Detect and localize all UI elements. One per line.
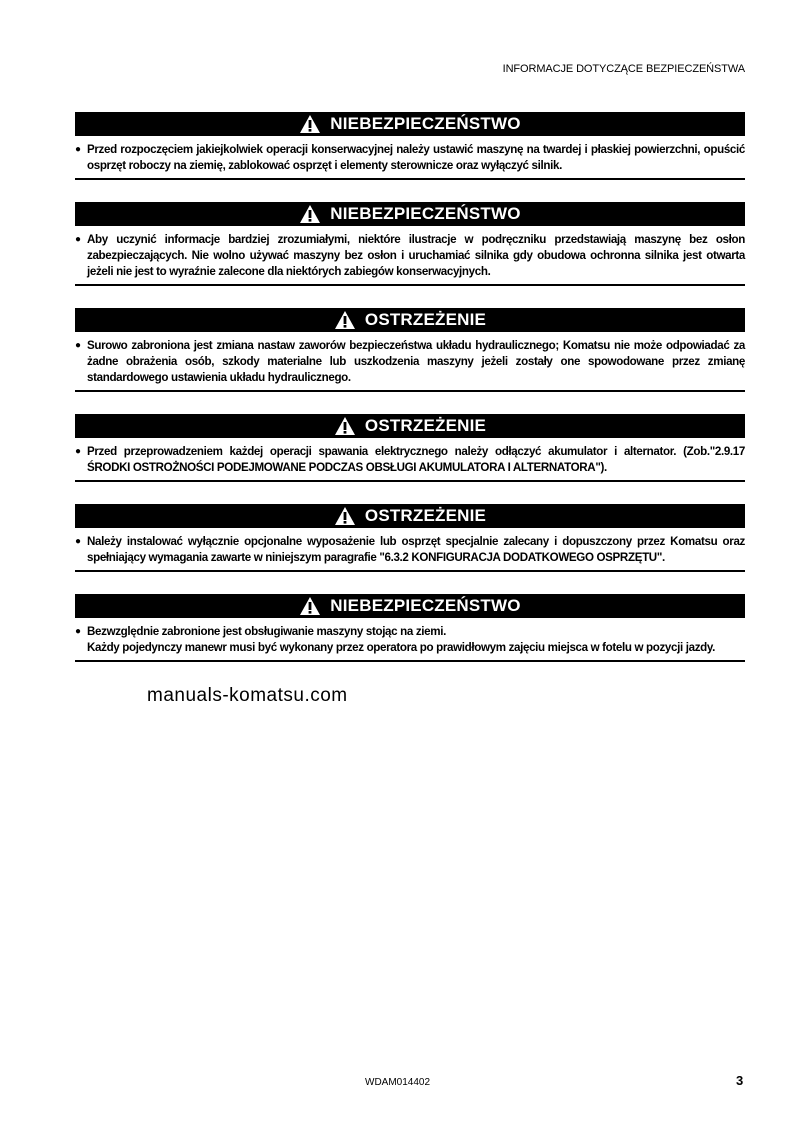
safety-notice <box>75 504 745 572</box>
notice-text: Aby uczynić informacje bardziej zrozumiałymi, niektóre ilustracje w podręczniku przedstawiają maszynę bez osłon zabezpieczających. Nie wolno używać maszyny bez osłon i uruchamiać silnika gdy obudowa ochronna silnika jest otwarta jeżeli nie jest to wyraźnie zalecone dla niektórych zabiegów konserwacyjnych. <box>87 233 745 278</box>
safety-notice <box>75 112 745 180</box>
notice-level: OSTRZEŻENIE <box>364 310 487 329</box>
notice-header <box>75 202 745 226</box>
warning-triangle-icon <box>334 416 356 436</box>
notice-text: Bezwzględnie zabronione jest obsługiwanie maszyny stojąc na ziemi. <box>87 625 446 638</box>
notice-body <box>75 226 745 284</box>
running-header: INFORMACJE DOTYCZĄCE BEZPIECZEŃSTWA <box>502 63 745 75</box>
bullet-icon: ● <box>75 446 81 457</box>
notice-text: Przed przeprowadzeniem każdej operacji spawania elektrycznego należy odłączyć akumulator i alternator. (Zob."2.9.17 ŚRODKI OSTROŻNOŚCI PODEJMOWANE PODCZAS OBSŁUGI AKUMULATORA I ALTERNATORA"). <box>87 445 745 474</box>
warning-triangle-icon <box>299 204 321 224</box>
notice-header <box>75 414 745 438</box>
safety-notice <box>75 202 745 286</box>
page-number: 3 <box>736 1073 744 1088</box>
bullet-icon: ● <box>75 144 81 155</box>
document-code: WDAM014402 <box>365 1077 431 1088</box>
notices-list <box>75 112 745 708</box>
notice-level: NIEBEZPIECZEŃSTWO <box>330 114 521 133</box>
notice-body <box>75 136 745 178</box>
notice-text: Surowo zabroniona jest zmiana nastaw zaworów bezpieczeństwa układu hydraulicznego; Komatsu nie może odpowiadać za żadne obrażenia osób, szkody materialne lub uszkodzenia maszyny jeżeli zostały one spowodowane przez zmianę standardowego ustawienia układu hydraulicznego. <box>87 339 745 384</box>
notice-level: NIEBEZPIECZEŃSTWO <box>330 596 521 615</box>
notice-header <box>75 594 745 618</box>
divider <box>75 480 745 482</box>
notice-body <box>75 618 745 660</box>
divider <box>75 570 745 572</box>
bullet-icon: ● <box>75 340 81 351</box>
notice-body <box>75 438 745 480</box>
notice-text-2: Każdy pojedynczy manewr musi być wykonany przez operatora po prawidłowym zajęciu miejsca w fotelu w pozycji jazdy. <box>87 641 715 654</box>
notice-header <box>75 112 745 136</box>
notice-text: Należy instalować wyłącznie opcjonalne wyposażenie lub osprzęt specjalnie zalecany i dopuszczony przez Komatsu oraz spełniający wymagania zawarte w niniejszym paragrafie "6.3.2 KONFIGURACJA DODATKOWEGO OSPRZĘTU". <box>87 535 745 564</box>
divider <box>75 390 745 392</box>
notice-header <box>75 504 745 528</box>
divider <box>75 178 745 180</box>
bullet-icon: ● <box>75 536 81 547</box>
warning-triangle-icon <box>334 506 356 526</box>
notice-level: OSTRZEŻENIE <box>364 506 487 525</box>
notice-body <box>75 332 745 390</box>
bullet-icon: ● <box>75 626 81 637</box>
notice-text: Przed rozpoczęciem jakiejkolwiek operacji konserwacyjnej należy ustawić maszynę na twardej i płaskiej powierzchni, opuścić osprzęt roboczy na ziemię, zablokować osprzęt i elementy sterownicze oraz wyłączyć silnik. <box>87 143 745 172</box>
warning-triangle-icon <box>334 310 356 330</box>
safety-notice <box>75 594 745 662</box>
notice-level: NIEBEZPIECZEŃSTWO <box>330 204 521 223</box>
divider <box>75 284 745 286</box>
warning-triangle-icon <box>299 596 321 616</box>
notice-level: OSTRZEŻENIE <box>364 416 487 435</box>
notice-body <box>75 528 745 570</box>
bullet-icon: ● <box>75 234 81 245</box>
safety-notice <box>75 308 745 392</box>
warning-triangle-icon <box>299 114 321 134</box>
safety-notice <box>75 414 745 482</box>
watermark: manuals-komatsu.com <box>147 685 348 706</box>
notice-header <box>75 308 745 332</box>
divider <box>75 660 745 662</box>
